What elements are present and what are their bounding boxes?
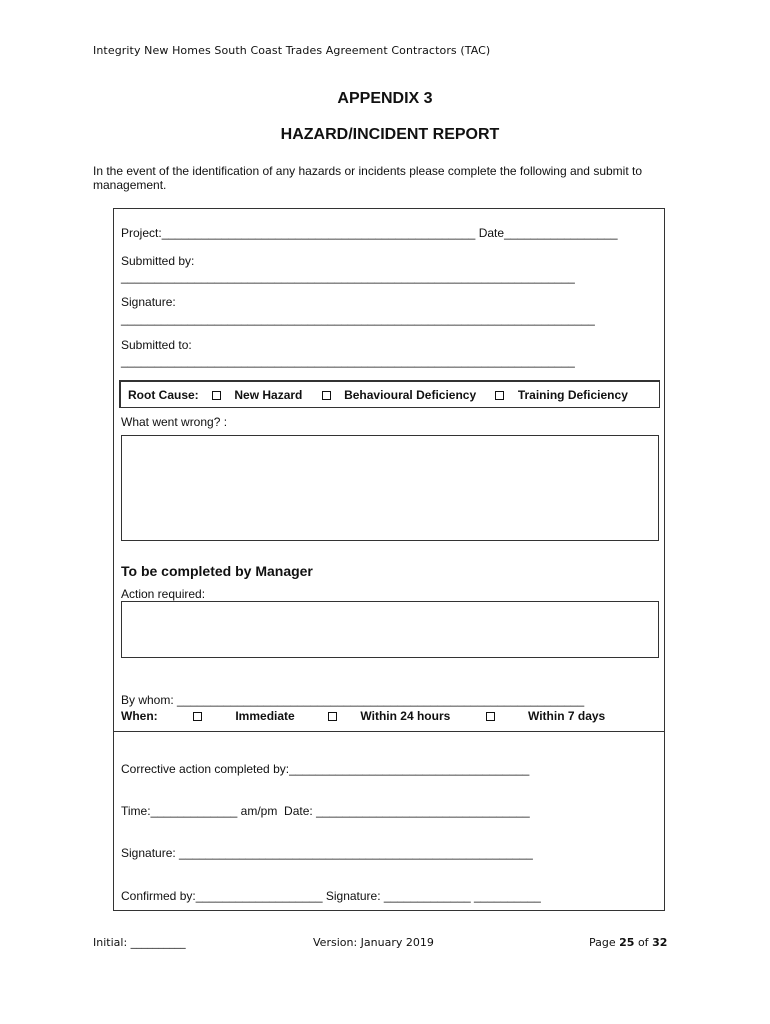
date2-line: ________________________________ (316, 804, 530, 818)
immediate-label: Immediate (235, 709, 295, 723)
what-went-wrong-label: What went wrong? : (121, 415, 228, 429)
report-title: HAZARD/INCIDENT REPORT (280, 126, 500, 143)
document-header: Integrity New Homes South Coast Trades Agreement Contractors (TAC) (93, 44, 491, 57)
signature2-label: Signature: (121, 846, 176, 860)
time-date-field[interactable] (121, 804, 530, 818)
page-prefix: Page (589, 936, 616, 949)
manager-section-heading: To be completed by Manager (121, 563, 313, 579)
when-label: When: (121, 709, 158, 723)
date2-label: Date: (284, 804, 313, 818)
submitted-by-label: Submitted by: (121, 254, 195, 268)
by-whom-label: By whom: (121, 693, 174, 707)
signature3-label: Signature: (325, 889, 381, 903)
corrective-action-line: ____________________________________ (289, 762, 530, 776)
time-line: _____________ (150, 804, 238, 818)
submitted-by-field[interactable]: ____________________________________________________________________ (121, 270, 575, 284)
what-went-wrong-textarea[interactable] (121, 435, 659, 541)
appendix-title: APPENDIX 3 (337, 90, 433, 107)
signature2-line: _____________________________________________________ (179, 846, 533, 860)
behavioural-deficiency-checkbox[interactable] (322, 391, 331, 400)
page-current: 25 (619, 936, 635, 949)
page-total: 32 (652, 936, 668, 949)
root-cause-label: Root Cause: (128, 388, 199, 402)
behavioural-deficiency-label: Behavioural Deficiency (344, 388, 477, 402)
within-24-hours-checkbox[interactable] (328, 712, 337, 721)
footer-version: Version: January 2019 (313, 936, 434, 949)
root-cause-row (128, 388, 628, 402)
project-line: _______________________________________________ (161, 226, 476, 240)
page-of: of (637, 936, 649, 949)
date-label: Date (478, 226, 505, 240)
submitted-to-field[interactable]: ____________________________________________________________________ (121, 354, 575, 368)
date-line: _________________ (504, 226, 618, 240)
intro-text: In the event of the identification of any hazards or incidents please complete the following and submit to management. (93, 164, 642, 192)
training-deficiency-checkbox[interactable] (495, 391, 504, 400)
within-7-days-label: Within 7 days (527, 709, 606, 723)
project-label: Project: (121, 226, 162, 240)
corrective-action-field[interactable] (121, 762, 529, 776)
ampm-label: am/pm (240, 804, 278, 818)
action-required-textarea[interactable] (121, 601, 659, 658)
confirmed-by-label: Confirmed by: (121, 889, 196, 903)
by-whom-line: _____________________________________________________________ (177, 693, 585, 707)
signature-field[interactable]: _______________________________________________________________________ (121, 312, 595, 326)
new-hazard-label: New Hazard (234, 388, 303, 402)
by-whom-field[interactable] (121, 693, 584, 707)
within-24-hours-label: Within 24 hours (360, 709, 451, 723)
when-row (121, 709, 605, 723)
submitted-to-label: Submitted to: (121, 338, 192, 352)
project-field[interactable] (121, 226, 618, 240)
signature2-field[interactable] (121, 846, 533, 860)
time-label: Time: (121, 804, 151, 818)
confirmed-by-field[interactable] (121, 889, 541, 903)
action-required-label: Action required: (121, 587, 206, 601)
signature3-line: _____________ __________ (383, 889, 541, 903)
new-hazard-checkbox[interactable] (212, 391, 221, 400)
footer-initial: Initial: __________ (93, 936, 186, 949)
signature-label: Signature: (121, 295, 176, 309)
corrective-action-label: Corrective action completed by: (121, 762, 290, 776)
confirmed-by-line: ___________________ (195, 889, 323, 903)
immediate-checkbox[interactable] (193, 712, 202, 721)
footer-page-number (589, 936, 667, 949)
training-deficiency-label: Training Deficiency (517, 388, 628, 402)
within-7-days-checkbox[interactable] (486, 712, 495, 721)
section-divider (113, 731, 665, 732)
